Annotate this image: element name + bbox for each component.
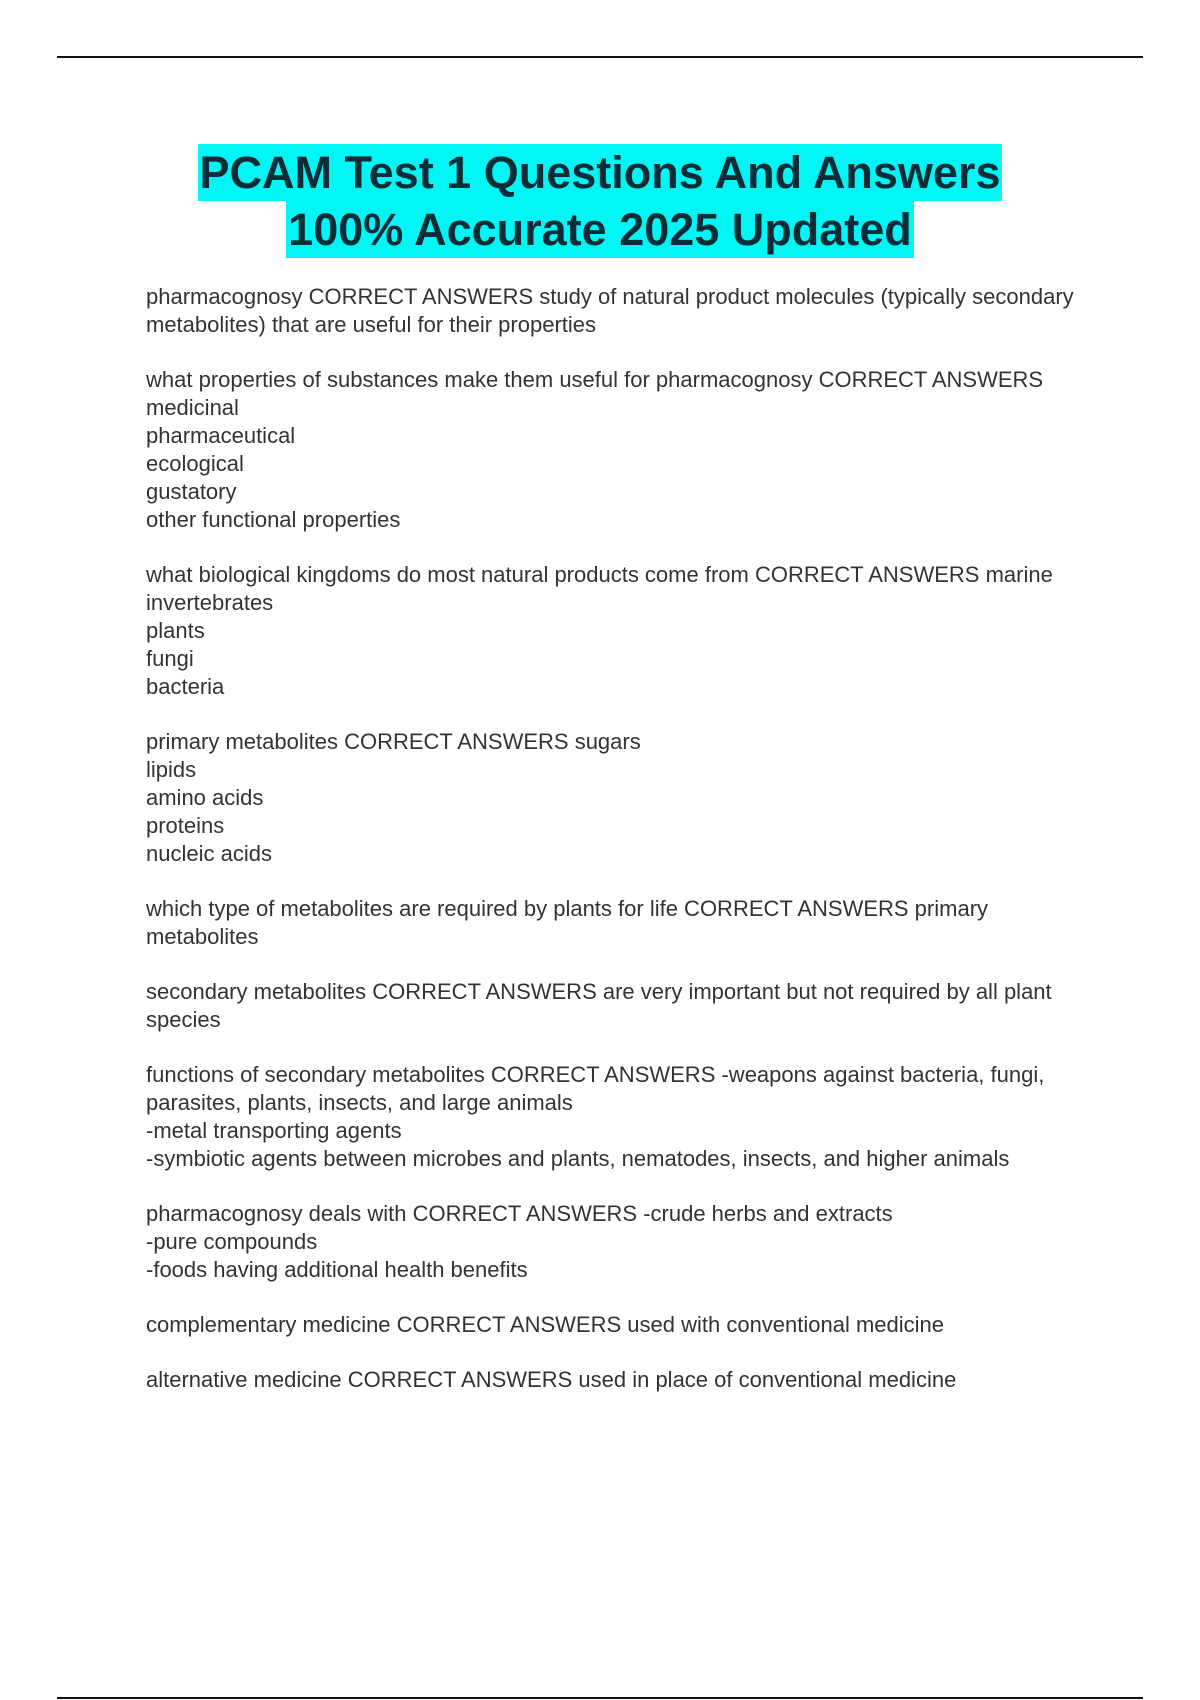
qa-entry <box>146 561 1096 701</box>
qa-line: -metal transporting agents <box>146 1118 402 1143</box>
qa-line: pharmaceutical <box>146 423 296 448</box>
qa-line: gustatory <box>146 479 237 504</box>
qa-entry <box>146 895 1096 951</box>
qa-line: primary metabolites CORRECT ANSWERS sugars <box>146 729 641 754</box>
page-title <box>0 144 1200 258</box>
qa-line: what properties of substances make them useful for pharmacognosy CORRECT ANSWERS medicinal <box>146 367 1044 420</box>
qa-line: plants <box>146 618 205 643</box>
qa-line: functions of secondary metabolites CORRECT ANSWERS -weapons against bacteria, fungi, parasites, plants, insects, and large animals <box>146 1062 1045 1115</box>
title-line-2: 100% Accurate 2025 Updated <box>286 201 914 258</box>
qa-line: amino acids <box>146 785 264 810</box>
qa-entry <box>146 1061 1096 1173</box>
qa-line: bacteria <box>146 674 225 699</box>
qa-list <box>146 283 1096 1421</box>
qa-line: nucleic acids <box>146 841 272 866</box>
title-line-1: PCAM Test 1 Questions And Answers <box>198 144 1003 201</box>
qa-entry <box>146 1366 1096 1394</box>
qa-line: other functional properties <box>146 507 401 532</box>
qa-entry <box>146 728 1096 868</box>
qa-line: -pure compounds <box>146 1229 318 1254</box>
qa-line: proteins <box>146 813 225 838</box>
qa-entry <box>146 283 1096 339</box>
qa-line: pharmacognosy deals with CORRECT ANSWERS -crude herbs and extracts <box>146 1201 893 1226</box>
qa-entry <box>146 366 1096 534</box>
qa-line: ecological <box>146 451 244 476</box>
qa-line: fungi <box>146 646 194 671</box>
qa-line: what biological kingdoms do most natural products come from CORRECT ANSWERS marine invertebrates <box>146 562 1053 615</box>
qa-line: -symbiotic agents between microbes and plants, nematodes, insects, and higher animals <box>146 1146 1010 1171</box>
qa-entry <box>146 1311 1096 1339</box>
qa-line: complementary medicine CORRECT ANSWERS used with conventional medicine <box>146 1312 945 1337</box>
qa-line: pharmacognosy CORRECT ANSWERS study of natural product molecules (typically secondary metabolites) that are useful for their properties <box>146 284 1074 337</box>
qa-line: which type of metabolites are required by plants for life CORRECT ANSWERS primary metabolites <box>146 896 989 949</box>
qa-line: alternative medicine CORRECT ANSWERS used in place of conventional medicine <box>146 1367 957 1392</box>
qa-entry <box>146 978 1096 1034</box>
qa-line: -foods having additional health benefits <box>146 1257 528 1282</box>
qa-line: secondary metabolites CORRECT ANSWERS are very important but not required by all plant species <box>146 979 1052 1032</box>
qa-line: lipids <box>146 757 197 782</box>
top-rule <box>57 56 1143 58</box>
qa-entry <box>146 1200 1096 1284</box>
bottom-rule <box>57 1697 1143 1699</box>
